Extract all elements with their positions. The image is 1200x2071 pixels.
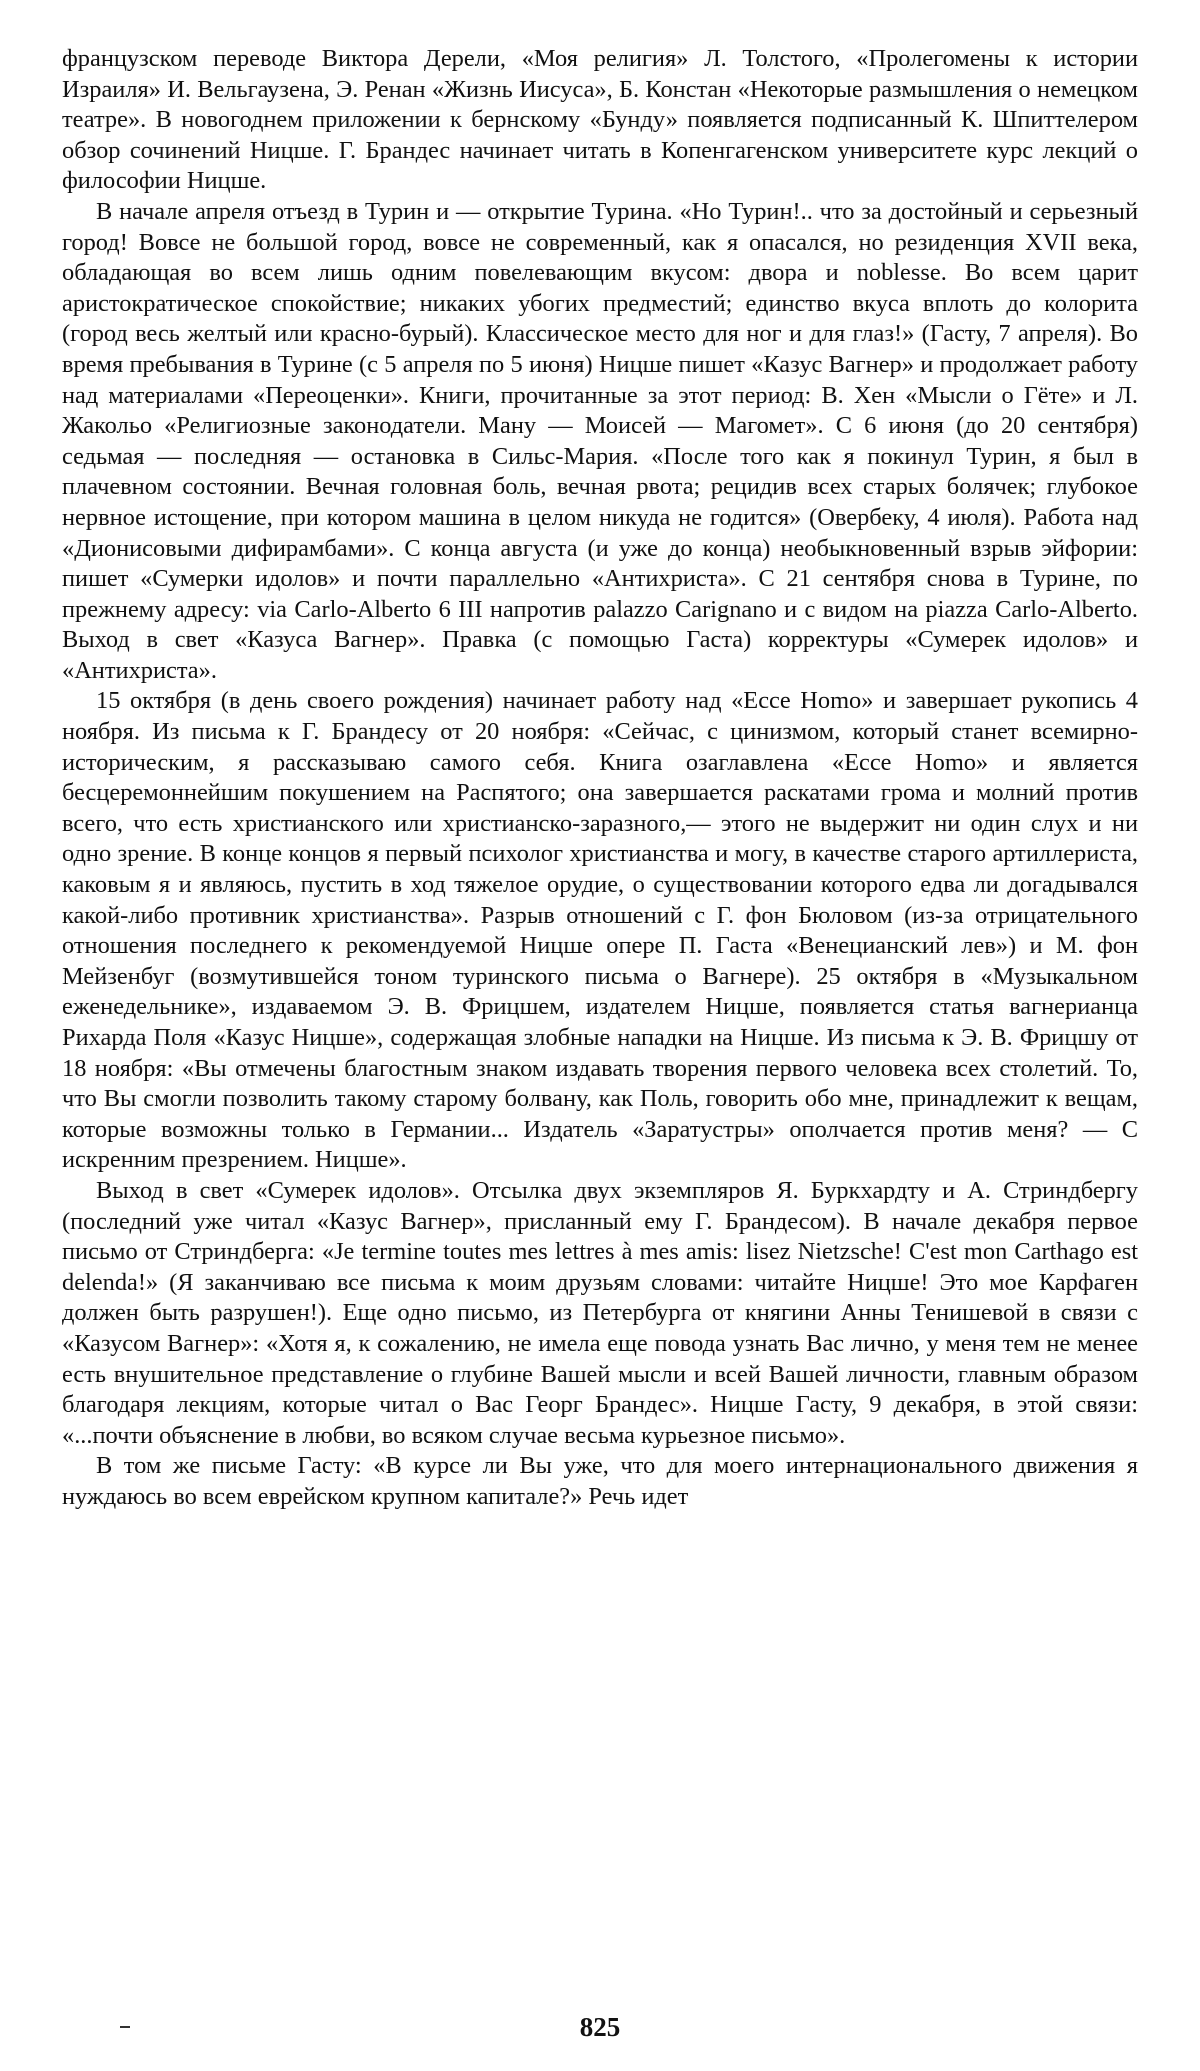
paragraph-1: французском переводе Виктора Дерели, «Моя религия» Л. Толстого, «Пролегомены к истории Израиля» И. Вельгаузена, Э. Ренан «Жизнь Иисуса», Б. Констан «Некоторые размышления о немецком театре». В новогоднем приложении к бернскому «Бунду» появляется подписанный К. Шпиттелером обзор сочинений Ницше. Г. Брандес начинает читать в Копенгагенском университете курс лекций о философии Ницше. [62, 45, 1138, 195]
paragraph-2: В начале апреля отъезд в Турин и — открытие Турина. «Но Турин!.. что за достойный и серьезный город! Вовсе не большой город, вовсе не современный, как я опасался, но резиденция XVII века, обладающая во всем лишь одним повелевающим вкусом: двора и noblesse. Во всем царит аристократическое спокойствие; никаких убогих предместий; единство вкуса вплоть до колорита (город весь желтый или красно-бурый). Классическое место для ног и для глаз!» (Гасту, 7 апреля). Во время пребывания в Турине (с 5 апреля по 5 июня) Ницше пишет «Казус Вагнер» и продолжает работу над материалами «Переоценки». Книги, прочитанные за этот период: В. Хен «Мысли о Гёте» и Л. Жакольо «Религиозные законодатели. Ману — Моисей — Магомет». С 6 июня (до 20 сентября) седьмая — последняя — остановка в Сильс-Мария. «После того как я покинул Турин, я был в плачевном состоянии. Вечная головная боль, вечная рвота; рецидив всех старых болячек; глубокое нервное истощение, при котором машина в целом никуда не годится» (Овербеку, 4 июля). Работа над «Дионисовыми дифирамбами». С конца августа (и уже до конца) необыкновенный взрыв эйфории: пишет «Сумерки идолов» и почти параллельно «Антихриста». С 21 сентября снова в Турине, по прежнему адресу: via Carlo-Alberto 6 III напротив palazzo Carignano и с видом на piazza Carlo-Alberto. Выход в свет «Казуса Вагнер». Правка (с помощью Гаста) корректуры «Сумерек идолов» и «Антихриста». [62, 197, 1138, 684]
paragraph-4: Выход в свет «Сумерек идолов». Отсылка двух экземпляров Я. Буркхардту и А. Стриндбергу (последний уже читал «Казус Вагнер», присланный ему Г. Брандесом). В начале декабря первое письмо от Стриндберга: «Je termine toutes mes lettres à mes amis: lisez Nietzsche! C'est mon Carthago est delenda!» (Я заканчиваю все письма к моим друзьям словами: читайте Ницше! Это мое Карфаген должен быть разрушен!). Еще одно письмо, из Петербурга от княгини Анны Тенишевой в связи с «Казусом Вагнер»: «Хотя я, к сожалению, не имела еще повода узнать Вас лично, у меня тем не менее есть внушительное представление о глубине Вашей мысли и всей Вашей личности, главным образом благодаря лекциям, которые читал о Вас Георг Брандес». Ницше Гасту, 9 декабря, в этой связи: «...почти объяснение в любви, во всяком случае весьма курьезное письмо». [62, 1176, 1138, 1449]
page-body [62, 44, 1138, 1513]
page-number: 825 [579, 2012, 621, 2042]
paragraph-5: В том же письме Гасту: «В курсе ли Вы уже, что для моего интернационального движения я нуждаюсь во всем еврейском крупном капитале?» Речь идет [62, 1452, 1138, 1510]
paragraph-3: 15 октября (в день своего рождения) начинает работу над «Ecce Homo» и завершает рукопись 4 ноября. Из письма к Г. Брандесу от 20 ноября: «Сейчас, с цинизмом, который станет всемирно-историческим, я рассказываю самого себя. Книга озаглавлена «Ecce Homo» и является бесцеремоннейшим покушением на Распятого; она завершается раскатами грома и молний против всего, что есть христианского или христианско-заразного,— этого не выдержит ни один слух и ни одно зрение. В конце концов я первый психолог христианства и могу, в качестве старого артиллериста, каковым я и являюсь, пустить в ход тяжелое орудие, о существовании которого едва ли догадывался какой-либо противник христианства». Разрыв отношений с Г. фон Бюловом (из-за отрицательного отношения последнего к рекомендуемой Ницше опере П. Гаста «Венецианский лев») и М. фон Мейзенбуг (возмутившейся тоном туринского письма о Вагнере). 25 октября в «Музыкальном еженедельнике», издаваемом Э. В. Фрицшем, издателем Ницше, появляется статья вагнерианца Рихарда Поля «Казус Ницше», содержащая злобные нападки на Ницше. Из письма к Э. В. Фрицшу от 18 ноября: «Вы отмечены благостным знаком издавать творения первого человека всех столетий. То, что Вы смогли позволить такому старому болвану, как Поль, говорить обо мне, принадлежит к вещам, которые возможны только в Германии... Издатель «Заратустры» ополчается против меня? — С искренним презрением. Ницше». [62, 687, 1138, 1174]
